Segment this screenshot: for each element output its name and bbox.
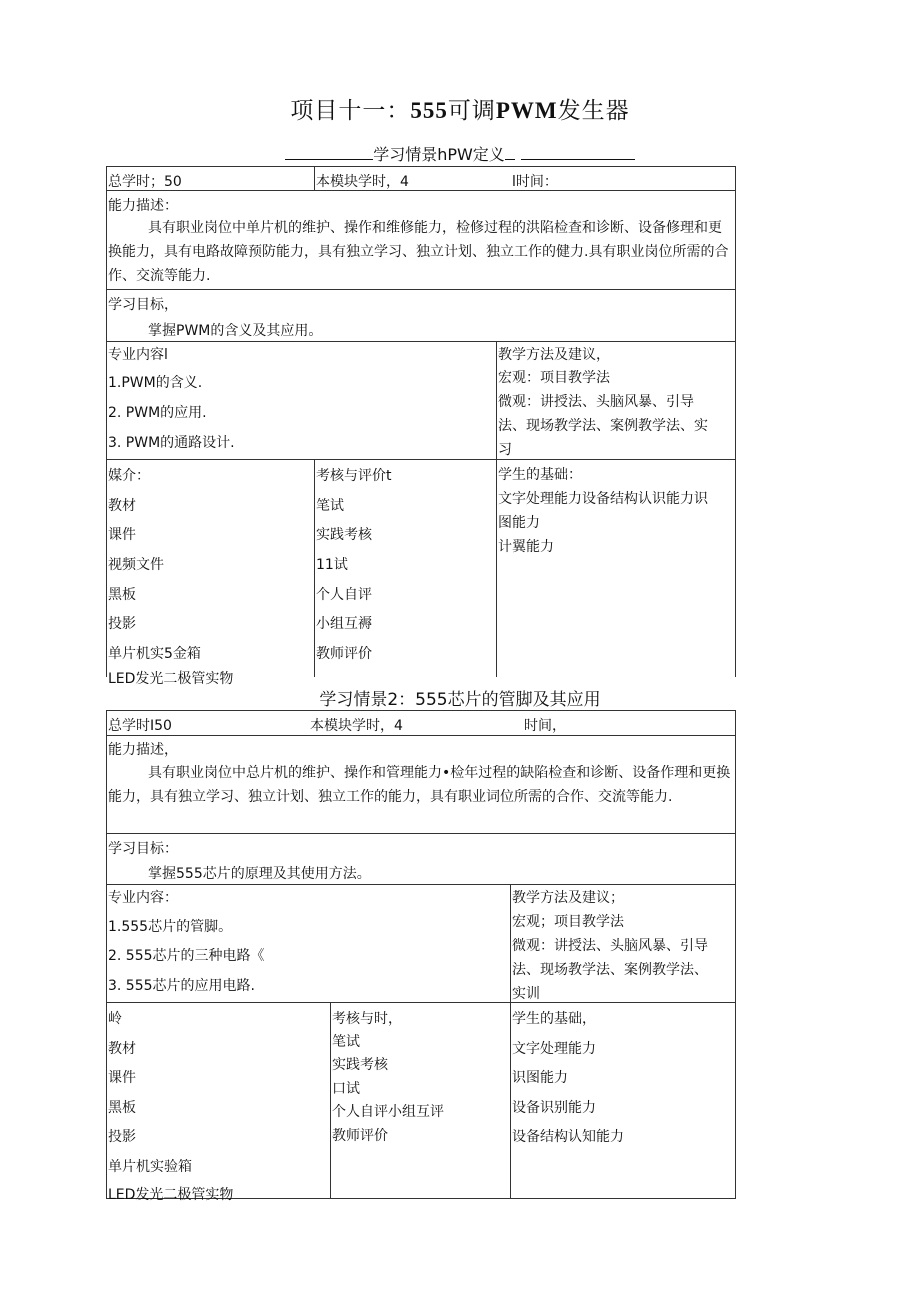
content-label: 专业内容l [108,347,168,363]
media-item-clipped: LED发光二极管实物 [108,1187,234,1203]
basis-item: 设备识别能力 [512,1100,596,1116]
method-line: 法、现场教学法、案例教学法、实 [498,418,708,434]
module-hours: 本模块学时，4 [316,174,409,190]
media-item: 课件 [108,1070,136,1086]
media-item: 单片机实5金箱 [108,646,201,662]
media-item: 黑板 [108,587,136,603]
basis-item: 文字处理能力 [512,1041,596,1057]
method-line: 微观：讲授法、头脑风暴、引导 [512,938,708,954]
media-item: 单片机实验箱 [108,1159,192,1175]
media-item: 课件 [108,527,136,543]
media-item: 教材 [108,498,136,514]
method-line: 微观：讲授法、头脑风暴、引导 [498,394,694,410]
assess-item: 实践考核 [332,1057,388,1073]
assess-item: 笔试 [332,1034,360,1050]
content-item: 3. PWM的通路设计. [108,435,235,451]
ability-label: 能力描述： [108,198,178,214]
ability-text: 具有职业岗位中单片机的维护、操作和维修能力，检修过程的洪陷检查和诊断、设备修理和更换能力，具有电路故障预防能力，具有独立学习、独立计划、独立工作的健力.具有职业岗位所需的合作、交流等能力. [108,220,729,284]
media-item: 投影 [108,1129,136,1145]
method-line: 实训 [512,986,540,1002]
assess-label: 考核与时， [332,1011,402,1027]
media-label: 媒介： [108,468,150,484]
basis-line: 计翼能力 [498,539,554,555]
media-item: 视频文件 [108,557,164,573]
basis-item: 识图能力 [512,1070,568,1086]
media-label: 岭 [108,1011,122,1027]
content-item: 2. PWM的应用. [108,405,207,421]
content-label: 专业内容： [108,890,178,906]
method-line: 习 [498,442,512,458]
ability-label: 能力描述， [108,742,178,758]
method-line: 法、现场教学法、案例教学法、 [512,962,708,978]
goal-text: 掌握555芯片的原理及其使用方法。 [148,866,371,882]
method-label: 教学方法及建议； [512,890,624,906]
assess-item: 口试 [332,1081,360,1097]
content-item: 2. 555芯片的三种电路《 [108,948,265,964]
basis-item: 设备结构认知能力 [512,1129,624,1145]
basis-line: 图能力 [498,515,540,531]
basis-label: 学生的基础， [512,1011,596,1027]
assess-label: 考核与评价t [316,468,392,484]
assess-item: 个人自评 [316,587,372,603]
goal-label: 学习目标： [108,841,178,857]
assess-item: 教师评价 [316,646,372,662]
media-item: 投影 [108,616,136,632]
goal-label: 学习目标， [108,297,178,313]
time-label: 时间， [524,718,566,734]
content-item: 1.PWM的含义. [108,375,203,391]
module-hours: 本模块学时，4 [310,718,403,734]
assess-item: 小组互褥 [316,616,372,632]
total-hours: 总学时I50 [108,718,172,734]
method-label: 教学方法及建议， [498,347,610,363]
method-line: 宏观：项目教学法 [498,370,610,386]
media-item: 教材 [108,1041,136,1057]
page-title: 项目十一：555可调PWM发生器 [290,98,630,124]
basis-label: 学生的基础： [498,467,582,483]
assess-item: 笔试 [316,498,344,514]
assess-item: 个人自评小组互评 [332,1104,444,1120]
total-hours: 总学时；50 [108,174,182,190]
media-item-clipped: LED发光二极管实物 [108,671,234,687]
ability-text: 具有职业岗位中总片机的维护、操作和管理能力•检年过程的缺陷检查和诊断、设备作理和更换能力，具有独立学习、独立计划、独立工作的能力，具有职业词位所需的合作、交流等能力. [108,765,731,805]
assess-item: 实践考核 [316,527,372,543]
situation-1-heading: 学习情景hPW定义 [0,142,920,165]
goal-text: 掌握PWM的含义及其应用。 [148,323,323,339]
content-item: 1.555芯片的管脚。 [108,919,233,935]
time-label: l时间： [512,174,558,190]
media-item: 黑板 [108,1100,136,1116]
situation-2-heading: 学习情景2：555芯片的管脚及其应用 [319,690,601,710]
assess-item: 11试 [316,557,348,573]
content-item: 3. 555芯片的应用电路. [108,978,255,994]
basis-line: 文字处理能力设备结构认识能力识 [498,491,708,507]
assess-item: 教师评价 [332,1128,388,1144]
method-line: 宏观；项目教学法 [512,914,624,930]
